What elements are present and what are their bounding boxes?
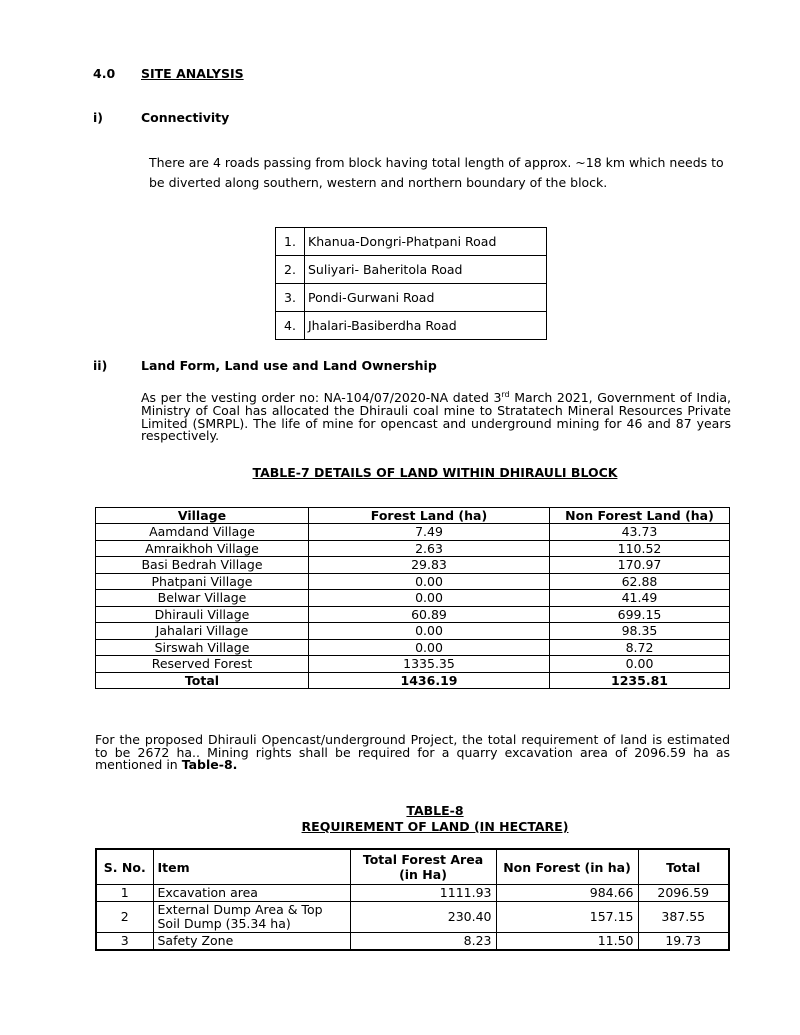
forest-land: 0.00 [309,573,550,590]
table-row [96,524,730,541]
superscript: rd [501,390,510,399]
subsection-number: i) [93,110,103,125]
village: Basi Bedrah Village [96,557,309,574]
total-row [96,672,730,689]
forest-area: 230.40 [350,902,496,933]
header-non-forest: Non Forest (in ha) [496,849,638,885]
forest-land: 60.89 [309,606,550,623]
header-sno: S. No. [96,849,153,885]
table-row [96,885,729,902]
sno: 2 [96,902,153,933]
text: For the proposed Dhirauli Opencast/underground Project, the total requirement of land is estimated to be 2672 ha.. Mining rights shall be required for a quarry excavation area of 2096.59 ha as mentioned in [95,732,730,773]
section-number: 4.0 [93,66,116,81]
header-nonforest: Non Forest Land (ha) [550,508,730,524]
forest-area: 1111.93 [350,885,496,902]
total-non-forest: 1235.81 [550,672,730,689]
item: Safety Zone [153,933,350,951]
text: March 2021, Government of India, Ministry of Coal has allocated the Dhirauli coal mine to Stratatech Mineral Resources Private Limited (SMRPL). The life of mine for opencast and underground mining for 46 and 87 years respectively. [141,390,731,444]
table8-subtitle: REQUIREMENT OF LAND (IN HECTARE) [301,819,569,834]
requirement-paragraph [95,734,730,772]
table-row [96,590,730,607]
header-village: Village [96,508,309,524]
forest-land: 2.63 [309,540,550,557]
text: As per the vesting order no: NA-104/07/2020-NA dated 3 [141,390,502,406]
table-row [96,639,730,656]
village: Phatpani Village [96,573,309,590]
land-requirement-table [95,848,730,951]
road-name: Suliyari- Baheritola Road [305,256,547,284]
village: Reserved Forest [96,656,309,673]
village: Sirswah Village [96,639,309,656]
non-forest-land: 699.15 [550,606,730,623]
non-forest-land: 98.35 [550,623,730,640]
road-name: Pondi-Gurwani Road [305,284,547,312]
table-row [96,573,730,590]
connectivity-paragraph: There are 4 roads passing from block having total length of approx. ~18 km which needs to be diverted along southern, western and northern boundary of the block. [149,155,724,190]
sno: 1 [96,885,153,902]
non-forest: 11.50 [496,933,638,951]
forest-area: 8.23 [350,933,496,951]
non-forest: 157.15 [496,902,638,933]
road-name: Khanua-Dongri-Phatpani Road [305,228,547,256]
village: Dhirauli Village [96,606,309,623]
village: Aamdand Village [96,524,309,541]
non-forest-land: 0.00 [550,656,730,673]
total-label: Total [96,672,309,689]
forest-land: 0.00 [309,623,550,640]
roads-table [275,227,547,340]
header-total: Total [638,849,729,885]
header-item: Item [153,849,350,885]
forest-land: 0.00 [309,639,550,656]
land-details-table [95,507,730,689]
table-row [96,540,730,557]
road-number: 4. [276,312,305,340]
table-row [96,933,729,951]
road-number: 3. [276,284,305,312]
total: 19.73 [638,933,729,951]
village: Amraikhoh Village [96,540,309,557]
non-forest-land: 110.52 [550,540,730,557]
forest-land: 29.83 [309,557,550,574]
road-row [276,256,547,284]
table8-title: TABLE-8 [406,803,464,818]
total: 387.55 [638,902,729,933]
non-forest: 984.66 [496,885,638,902]
forest-land: 0.00 [309,590,550,607]
forest-land: 1335.35 [309,656,550,673]
subsection-title: Land Form, Land use and Land Ownership [141,358,437,373]
table-row [96,557,730,574]
total-forest: 1436.19 [309,672,550,689]
table-row [96,623,730,640]
road-row [276,284,547,312]
road-row [276,228,547,256]
table7-title: TABLE-7 DETAILS OF LAND WITHIN DHIRAULI BLOCK [252,465,618,480]
road-name: Jhalari-Basiberdha Road [305,312,547,340]
header-forest-area: Total Forest Area (in Ha) [350,849,496,885]
item: External Dump Area & Top Soil Dump (35.34 ha) [153,902,350,933]
village: Jahalari Village [96,623,309,640]
road-number: 2. [276,256,305,284]
road-row [276,312,547,340]
table-row [96,902,729,933]
sno: 3 [96,933,153,951]
village: Belwar Village [96,590,309,607]
table-row [96,606,730,623]
non-forest-land: 8.72 [550,639,730,656]
non-forest-land: 62.88 [550,573,730,590]
subsection-number: ii) [93,358,108,373]
table-row [96,656,730,673]
header-forest: Forest Land (ha) [309,508,550,524]
total: 2096.59 [638,885,729,902]
non-forest-land: 170.97 [550,557,730,574]
non-forest-land: 43.73 [550,524,730,541]
item: Excavation area [153,885,350,902]
forest-land: 7.49 [309,524,550,541]
non-forest-land: 41.49 [550,590,730,607]
table-reference: Table-8. [181,757,238,773]
road-number: 1. [276,228,305,256]
section-title: SITE ANALYSIS [141,66,244,81]
land-paragraph [141,389,731,443]
subsection-title: Connectivity [141,110,230,125]
